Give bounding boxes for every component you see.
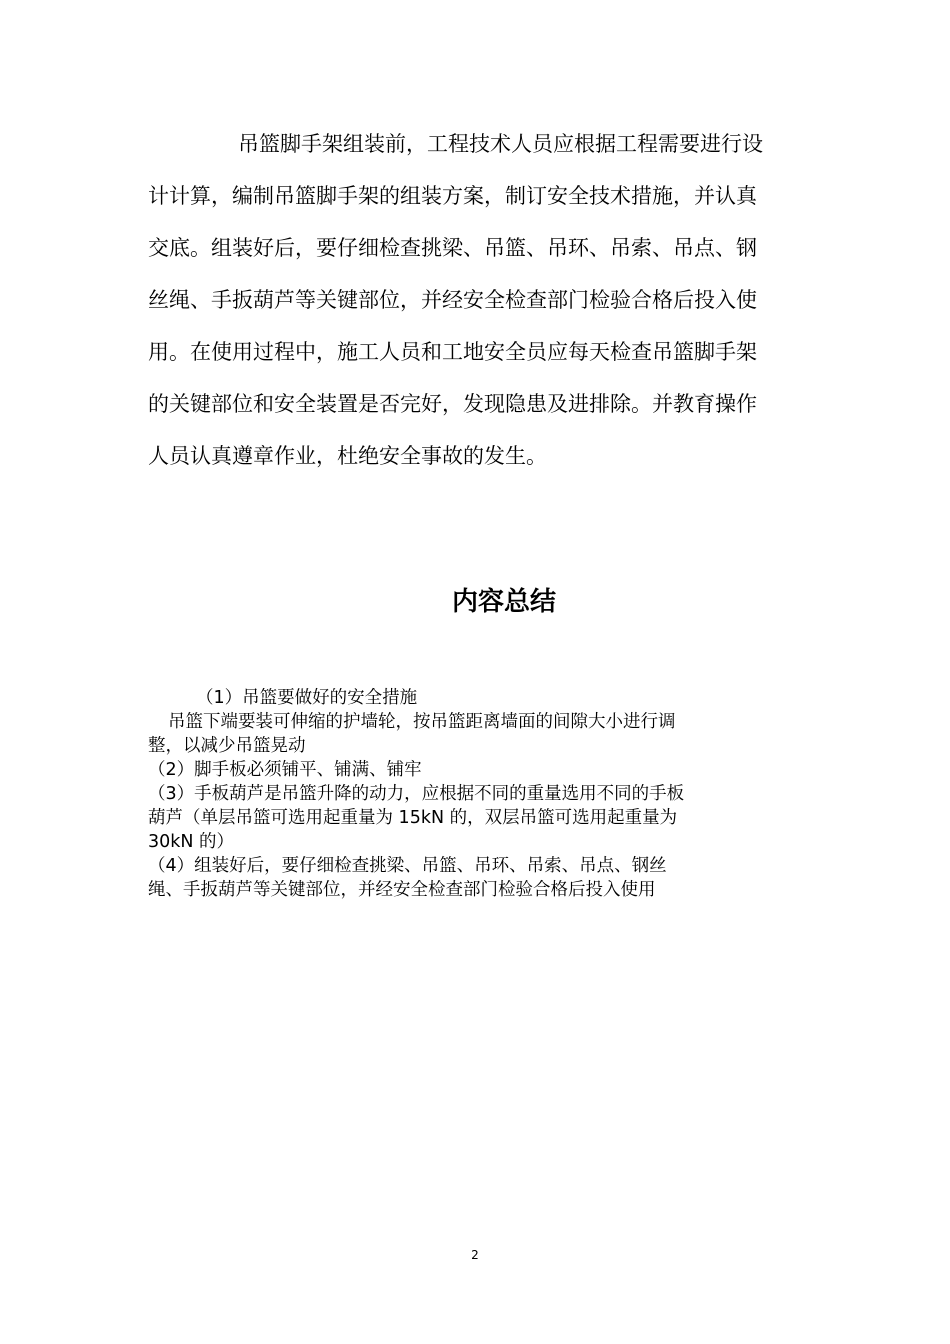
body-line: 人员认真遵章作业，杜绝安全事故的发生。: [148, 444, 547, 468]
body-line: 的关键部位和安全装置是否完好，发现隐患及进排除。并教育操作: [148, 392, 757, 416]
summary-list: [148, 686, 808, 902]
body-line: 用。在使用过程中，施工人员和工地安全员应每天检查吊篮脚手架: [148, 340, 757, 364]
body-line: 吊篮脚手架组装前，工程技术人员应根据工程需要进行设: [238, 132, 763, 156]
summary-title: 内容总结: [451, 587, 556, 617]
summary-item: 整，以减少吊篮晃动: [148, 736, 306, 756]
body-line: 丝绳、手扳葫芦等关键部位，并经安全检查部门检验合格后投入使: [148, 288, 757, 312]
body-line: 交底。组装好后，要仔细检查挑梁、吊篮、吊环、吊索、吊点、钢: [148, 236, 757, 260]
summary-item: 吊篮下端要装可伸缩的护墙轮，按吊篮距离墙面的间隙大小进行调: [168, 712, 676, 732]
body-paragraph: [148, 118, 808, 482]
summary-item: （1）吊篮要做好的安全措施: [196, 688, 418, 708]
summary-item: （2）脚手板必须铺平、铺满、铺牢: [148, 760, 422, 780]
body-line: 计计算，编制吊篮脚手架的组装方案，制订安全技术措施，并认真: [148, 184, 757, 208]
summary-item: 绳、手扳葫芦等关键部位，并经安全检查部门检验合格后投入使用: [148, 880, 656, 900]
summary-item: 30kN 的）: [148, 832, 235, 852]
summary-item: 葫芦（单层吊篮可选用起重量为 15kN 的，双层吊篮可选用起重量为: [148, 808, 678, 828]
summary-item: （4）组装好后，要仔细检查挑梁、吊篮、吊环、吊索、吊点、钢丝: [148, 856, 667, 876]
summary-item: （3）手板葫芦是吊篮升降的动力，应根据不同的重量选用不同的手板: [148, 784, 685, 804]
page-number: 2: [471, 1248, 479, 1262]
